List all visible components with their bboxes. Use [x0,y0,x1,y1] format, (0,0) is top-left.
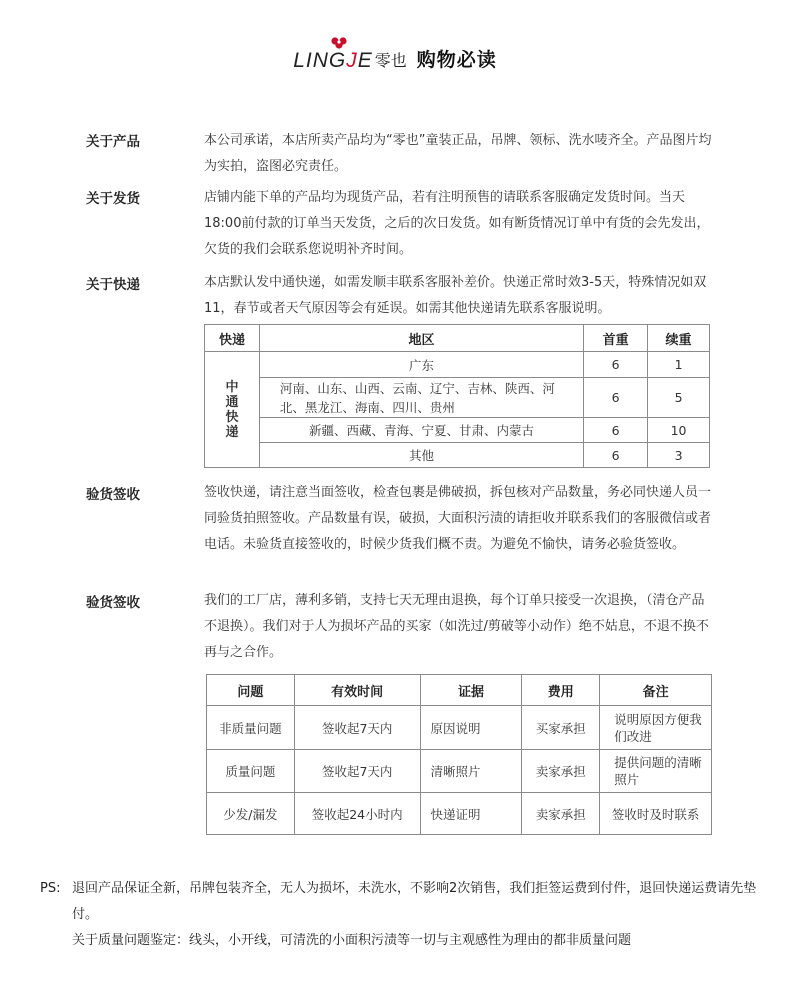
region-cell: 新疆、西藏、青海、宁夏、甘肃、内蒙古 [259,418,583,443]
brand-logo [293,50,407,71]
table-row [207,750,712,793]
section-body: 店铺内能下单的产品均为现货产品，若有注明预售的请联系客服确定发货时间。当天18:00前付款的订单当天发货，之后的次日发货。如有断货情况订单中有货的会先发出，欠货的我们会联系您说明补齐时间。 [204,190,710,257]
first-weight-cell: 6 [584,352,648,378]
proof-cell: 原因说明 [420,706,522,750]
quality-note: 关于质量问题鉴定：线头，小开线，可清洗的小面积污渍等一切与主观感性为理由的都非质量问题 [72,933,632,948]
extra-weight-cell: 5 [648,378,710,418]
note-cell: 说明原因方便我们改进 [600,706,712,750]
section-title: 关于快递 [86,277,140,293]
ps-notes [40,876,760,954]
issue-cell: 非质量问题 [207,706,295,750]
first-weight-cell: 6 [584,443,648,468]
section-title: 验货签收 [86,595,140,611]
table-row [207,706,712,750]
extra-weight-cell: 10 [648,418,710,443]
table-row [205,352,710,378]
section-title: 验货签收 [86,487,140,503]
first-weight-cell: 6 [584,418,648,443]
extra-weight-cell: 1 [648,352,710,378]
note-cell: 提供问题的清晰照片 [600,750,712,793]
ps-label: PS: [40,881,61,896]
header-carrier: 快递 [205,325,260,352]
first-weight-cell: 6 [584,378,648,418]
period-cell: 签收起7天内 [294,750,420,793]
section-body: 本公司承诺，本店所卖产品均为“零也”童装正品，吊牌、领标、洗水唛齐全。产品图片均为实拍，盗图必究责任。 [204,133,712,174]
page-title: 购物必读 [416,48,497,71]
fee-cell: 卖家承担 [522,793,600,835]
ps-main [40,876,760,928]
carrier-cell [205,352,260,468]
header-issue: 问题 [207,675,295,706]
section-title: 关于产品 [86,134,140,150]
ps-text: 退回产品保证全新，吊牌包装齐全，无人为损坏，未洗水，不影响2次销售，我们拒签运费到付件，退回快递运费请先垫付。 [72,881,757,922]
note-cell: 签收时及时联系 [600,793,712,835]
table-row [207,793,712,835]
proof-cell: 快递证明 [420,793,522,835]
shipping-fee-table [204,324,710,468]
section-body: 我们的工厂店，薄利多销，支持七天无理由退换，每个订单只接受一次退换，（清仓产品不退换）。我们对于人为损坏产品的买家（如洗过/剪破等小动作）绝不姑息，不退不换不再与之合作。 [204,593,709,660]
page-header [0,36,790,84]
header-note: 备注 [600,675,712,706]
extra-weight-cell: 3 [648,443,710,468]
issue-cell: 质量问题 [207,750,295,793]
header-period: 有效时间 [294,675,420,706]
header-extra-weight: 续重 [648,325,710,352]
table-row [205,418,710,443]
proof-cell: 清晰照片 [420,750,522,793]
carrier-name: 中通快递 [225,379,239,440]
header-fee: 费用 [522,675,600,706]
fee-cell: 买家承担 [522,706,600,750]
section-title: 关于发货 [86,191,140,207]
table-row [205,378,710,418]
period-cell: 签收起7天内 [294,706,420,750]
fee-cell: 卖家承担 [522,750,600,793]
brand-chinese: 零也 [374,51,407,71]
table-header-row [205,325,710,352]
issue-cell: 少发/漏发 [207,793,295,835]
period-cell: 签收起24小时内 [294,793,420,835]
flower-icon [330,36,348,50]
section-body: 本店默认发中通快递，如需发顺丰联系客服补差价。快递正常时效3-5天，特殊情况如双11，春节或者天气原因等会有延误。如需其他快递请先联系客服说明。 [204,275,707,316]
table-header-row [207,675,712,706]
section-body: 签收快递，请注意当面签收，检查包裹是佛破损，拆包核对产品数量，务必同快递人员一同验货拍照签收。产品数量有误，破损，大面积污渍的请拒收并联系我们的客服微信或者电话。未验货直接签收的，时候少货我们概不责。为避免不愉快，请务必验货签收。 [204,485,712,552]
region-cell: 其他 [259,443,583,468]
region-cell: 河南、山东、山西、云南、辽宁、吉林、陕西、河北、黑龙江、海南、四川、贵州 [259,378,583,418]
returns-policy-table [206,674,712,835]
brand-latin: LINGJE [293,48,373,72]
region-cell: 广东 [259,352,583,378]
table-row [205,443,710,468]
header-first-weight: 首重 [584,325,648,352]
header-region: 地区 [259,325,583,352]
header-proof: 证据 [420,675,522,706]
